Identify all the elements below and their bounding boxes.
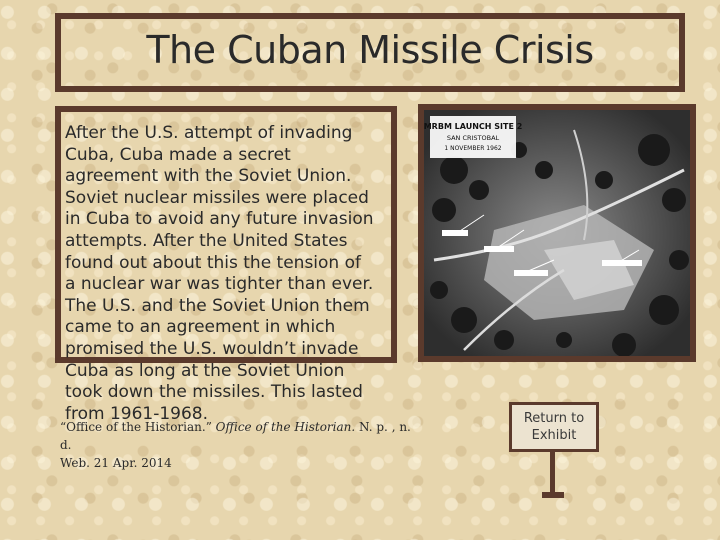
body-text: After the U.S. attempt of invading Cuba, Cuba made a secret agreement with the Soviet Union. Soviet nuclear missiles were placed in Cuba to avoid any future invasion attempts. After the United States found out about this the tension of a nuclear war was tighter than ever. The U.S. and the Soviet Union them came to an agreement in which promised the U.S. wouldn’t invade Cuba as long at the Soviet Union took down the missiles. This lasted from 1961-1968. <box>65 123 374 424</box>
photo-caption-line-3: 1 NOVEMBER 1962 <box>444 145 502 152</box>
signpost-stem <box>550 449 555 494</box>
citation-line2: Web. 21 Apr. 2014 <box>60 456 172 470</box>
citation-source-title: Office of the Historian. <box>215 420 356 434</box>
return-to-exhibit-button[interactable]: Return to Exhibit <box>509 402 599 452</box>
signpost-base <box>542 492 564 498</box>
photo-caption-line-2: SAN CRISTOBAL <box>446 134 500 142</box>
citation-part2: N. p. , n. d. <box>60 420 411 452</box>
aerial-photo-image <box>424 110 690 356</box>
title-frame <box>55 13 685 92</box>
photo-caption-line-1: MRBM LAUNCH SITE 2 <box>424 122 523 131</box>
citation-part1: “Office of the Historian.” <box>60 420 216 434</box>
aerial-photo <box>418 104 696 362</box>
citation <box>60 418 420 472</box>
page-title: The Cuban Missile Crisis <box>146 28 594 72</box>
